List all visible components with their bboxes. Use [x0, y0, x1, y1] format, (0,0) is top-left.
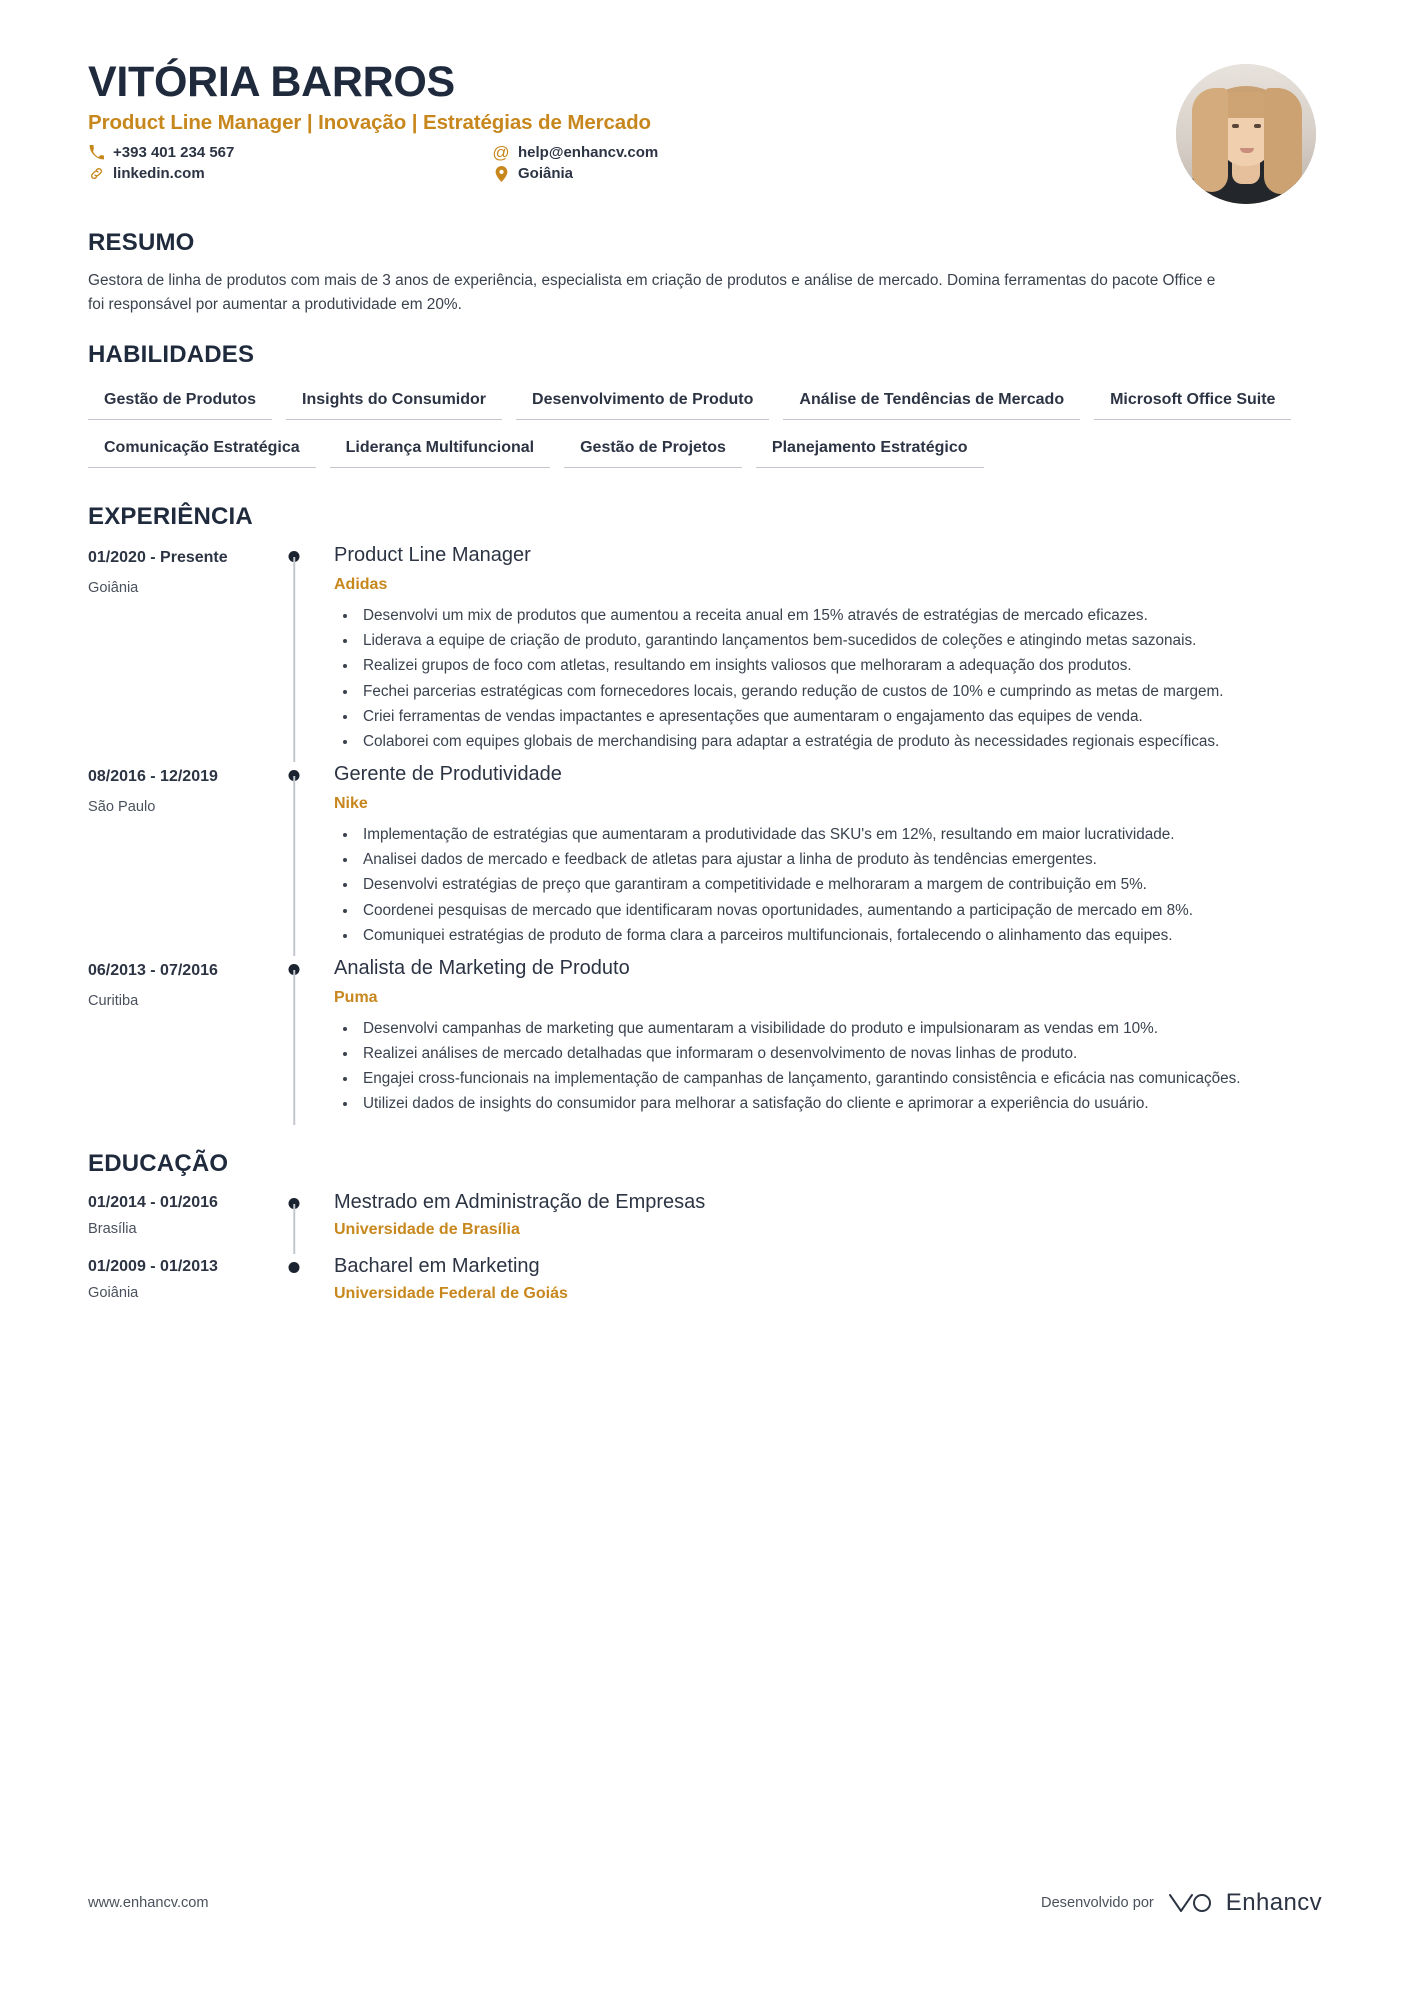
email-icon: @ — [492, 143, 510, 163]
bullet-item: • Desenvolvi um mix de produtos que aumentou a receita anual em 15% através de estratégias de mercado eficazes. — [358, 605, 1322, 627]
contact-column-right — [493, 144, 658, 182]
experience-meta — [88, 762, 278, 956]
page-title: VITÓRIA BARROS — [88, 58, 455, 106]
experience-company: Nike — [334, 795, 368, 813]
contact-email-text: help@enhancv.com — [518, 144, 659, 162]
footer-branding — [1041, 1889, 1322, 1917]
bullet-item: • Coordenei pesquisas de mercado que identificaram novas oportunidades, aumentando a participação de mercado em 8%. — [358, 900, 1322, 922]
summary-section-title: RESUMO — [88, 229, 195, 256]
bullet-item: • Colaborei com equipes globais de merchandising para adaptar a estratégia de produto às necessidades regionais específicas. — [358, 731, 1322, 753]
phone-icon — [88, 145, 104, 161]
education-degree: Mestrado em Administração de Empresas — [334, 1190, 706, 1213]
education-school: Universidade Federal de Goiás — [334, 1284, 568, 1302]
experience-date: 08/2016 - 12/2019 — [88, 768, 218, 786]
contact-location-text: Goiânia — [518, 165, 574, 183]
education-meta — [88, 1190, 278, 1254]
timeline-rail — [278, 762, 310, 956]
experience-meta — [88, 956, 278, 1125]
skill-tag: Desenvolvimento de Produto — [516, 382, 769, 420]
experience-date: 06/2013 - 07/2016 — [88, 961, 218, 979]
contact-location — [493, 165, 658, 182]
education-body — [310, 1190, 1322, 1254]
experience-bullets — [334, 605, 1322, 753]
experience-location: Curitiba — [88, 992, 139, 1009]
education-section — [88, 1151, 1322, 1318]
timeline-line — [293, 1204, 295, 1254]
education-date: 01/2014 - 01/2016 — [88, 1193, 218, 1211]
bullet-item: • Comuniquei estratégias de produto de forma clara a parceiros multifuncionais, fortalecendo o alinhamento das equipes. — [358, 925, 1322, 947]
experience-date: 01/2020 - Presente — [88, 548, 228, 566]
avatar — [1176, 64, 1316, 204]
bullet-item: • Desenvolvi estratégias de preço que garantiram a competitividade e melhoraram a margem de contribuição em 5%. — [358, 874, 1322, 896]
experience-bullets — [334, 1018, 1322, 1116]
summary-section — [88, 230, 1322, 316]
timeline-rail — [278, 1190, 310, 1254]
education-section-title: EDUCAÇÃO — [88, 1149, 229, 1177]
footer-developed-by-label: Desenvolvido por — [1041, 1895, 1154, 1911]
timeline-line — [293, 970, 295, 1125]
contact-linkedin[interactable] — [88, 165, 493, 182]
bullet-item: • Implementação de estratégias que aumentaram a produtividade das SKU's em 12%, resultando em maior lucratividade. — [358, 824, 1322, 846]
skill-tag: Gestão de Projetos — [564, 430, 742, 468]
bullet-item: • Engajei cross-funcionais na implementação de campanhas de lançamento, garantindo consistência e eficácia nas comunicações. — [358, 1068, 1322, 1090]
footer-website-url[interactable]: www.enhancv.com — [88, 1895, 209, 1911]
timeline-line — [293, 557, 295, 762]
experience-section — [88, 504, 1322, 1125]
education-entry — [88, 1254, 1322, 1318]
experience-location: São Paulo — [88, 798, 156, 815]
avatar-hair-right — [1264, 88, 1302, 194]
bullet-item: • Realizei grupos de foco com atletas, resultando em insights valiosos que melhoraram a adequação dos produtos. — [358, 655, 1322, 677]
timeline-rail — [278, 1254, 310, 1318]
skill-tag: Comunicação Estratégica — [88, 430, 316, 468]
education-school: Universidade de Brasília — [334, 1220, 520, 1238]
experience-entry — [88, 762, 1322, 956]
skill-tag: Liderança Multifuncional — [330, 430, 550, 468]
bullet-item: • Utilizei dados de insights do consumidor para melhorar a satisfação do cliente e aprimorar a experiência do usuário. — [358, 1093, 1322, 1115]
experience-body — [310, 762, 1322, 956]
experience-meta — [88, 543, 278, 762]
skill-tag: Planejamento Estratégico — [756, 430, 984, 468]
skill-tag: Microsoft Office Suite — [1094, 382, 1291, 420]
skills-section-title: HABILIDADES — [88, 341, 255, 369]
skills-section — [88, 342, 1322, 477]
link-icon — [88, 166, 104, 182]
timeline-dot-icon — [289, 1262, 300, 1273]
bullet-item: • Liderava a equipe de criação de produto, garantindo lançamentos bem-sucedidos de coleções e atingindo metas sazonais. — [358, 630, 1322, 652]
education-degree: Bacharel em Marketing — [334, 1254, 540, 1277]
bullet-item: • Analisei dados de mercado e feedback de atletas para ajustar a linha de produto às tendências emergentes. — [358, 849, 1322, 871]
avatar-eye-right — [1254, 124, 1261, 128]
bullet-item: • Criei ferramentas de vendas impactantes e apresentações que aumentaram o engajamento das equipes de venda. — [358, 706, 1322, 728]
education-meta — [88, 1254, 278, 1318]
resume-header — [88, 0, 1322, 204]
contact-phone-text: +393 401 234 567 — [113, 144, 235, 162]
experience-company: Puma — [334, 988, 378, 1006]
experience-job-title: Product Line Manager — [334, 543, 531, 566]
timeline-rail — [278, 543, 310, 762]
contact-phone[interactable] — [88, 144, 493, 161]
experience-entry — [88, 543, 1322, 762]
timeline-rail — [278, 956, 310, 1125]
experience-job-title: Gerente de Produtividade — [334, 763, 562, 786]
experience-company: Adidas — [334, 575, 388, 593]
experience-body — [310, 543, 1322, 762]
contact-grid — [88, 144, 1176, 182]
professional-headline: Product Line Manager | Inovação | Estratégias de Mercado — [88, 110, 651, 134]
experience-entry — [88, 956, 1322, 1125]
experience-location: Goiânia — [88, 579, 139, 596]
location-pin-icon — [493, 166, 509, 182]
bullet-item: • Realizei análises de mercado detalhadas que informaram o desenvolvimento de novas linhas de produto. — [358, 1043, 1322, 1065]
skills-list — [88, 382, 1322, 478]
avatar-hair-left — [1192, 88, 1228, 192]
timeline-line — [293, 776, 295, 956]
education-date: 01/2009 - 01/2013 — [88, 1257, 218, 1275]
enhancv-wordmark: Enhancv — [1225, 1889, 1322, 1916]
header-text-block — [88, 58, 1176, 182]
skill-tag: Gestão de Produtos — [88, 382, 272, 420]
bullet-item: • Desenvolvi campanhas de marketing que aumentaram a visibilidade do produto e impulsionaram as vendas em 10%. — [358, 1018, 1322, 1040]
education-body — [310, 1254, 1322, 1318]
page-footer — [88, 1889, 1322, 1917]
education-location: Brasília — [88, 1220, 137, 1237]
skill-tag: Análise de Tendências de Mercado — [783, 382, 1080, 420]
summary-text: Gestora de linha de produtos com mais de 3 anos de experiência, especialista em criação de produtos e análise de mercado. Domina ferramentas do pacote Office e foi responsável por aumentar a produtividade em 20%. — [88, 272, 1216, 313]
contact-linkedin-text: linkedin.com — [113, 165, 205, 183]
education-entry — [88, 1190, 1322, 1254]
contact-email[interactable] — [493, 144, 658, 161]
experience-body — [310, 956, 1322, 1125]
skill-tag: Insights do Consumidor — [286, 382, 502, 420]
bullet-item: • Fechei parcerias estratégicas com fornecedores locais, gerando redução de custos de 10% e cumprindo as metas de margem. — [358, 681, 1322, 703]
experience-job-title: Analista de Marketing de Produto — [334, 956, 630, 979]
experience-section-title: EXPERIÊNCIA — [88, 502, 253, 530]
experience-bullets — [334, 824, 1322, 947]
contact-column-left — [88, 144, 493, 182]
enhancv-logo-icon — [1167, 1890, 1213, 1916]
education-location: Goiânia — [88, 1284, 139, 1301]
avatar-eye-left — [1232, 124, 1239, 128]
